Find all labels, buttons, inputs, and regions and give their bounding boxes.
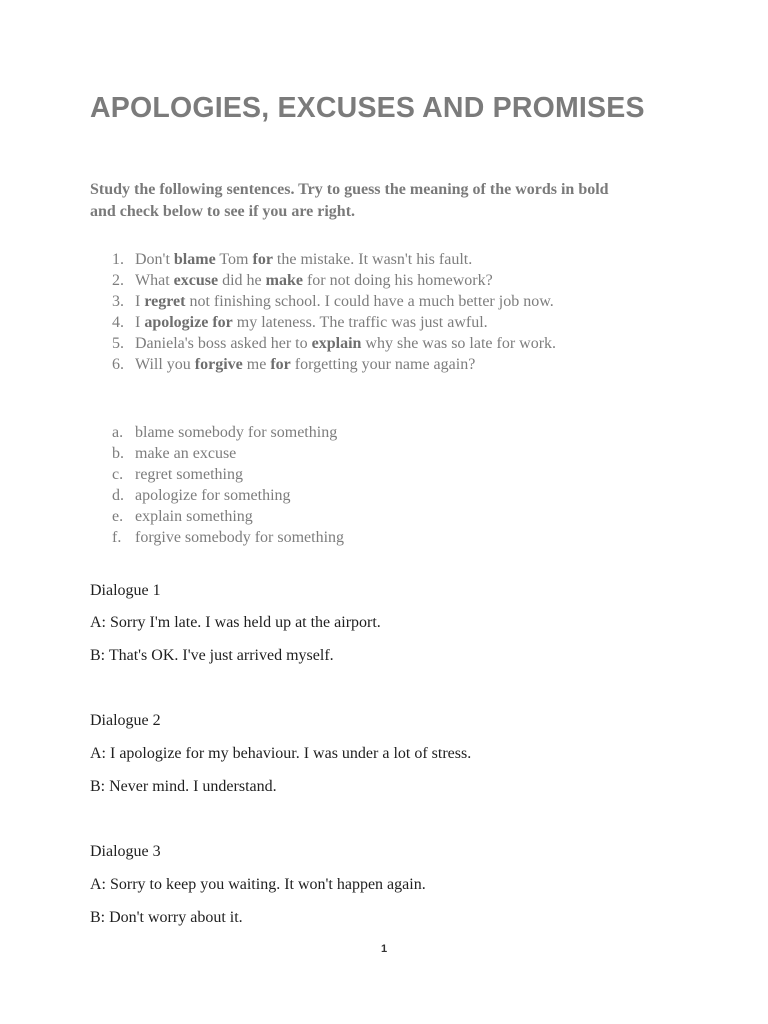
sentence-list (90, 249, 556, 375)
list-marker: b. (112, 445, 124, 462)
list-marker: 6. (112, 356, 124, 373)
phrase-item (90, 527, 344, 548)
instructions (90, 179, 690, 223)
sentence-fragment: me (242, 356, 271, 373)
sentence-fragment: Daniela's boss asked her to (135, 335, 312, 352)
list-marker: 3. (112, 293, 124, 310)
sentence-item (90, 291, 556, 312)
dialogue-line-a: A: Sorry I'm late. I was held up at the airport. (90, 614, 381, 631)
list-marker: e. (112, 508, 124, 525)
phrase-item (90, 443, 344, 464)
sentence-fragment: What (135, 272, 174, 289)
dialogue-line-a: A: I apologize for my behaviour. I was under a lot of stress. (90, 745, 472, 762)
phrase-item (90, 506, 344, 527)
dialogue-heading: Dialogue 1 (90, 582, 161, 599)
sentence-fragment: I (135, 293, 145, 310)
phrase-text: regret something (135, 466, 243, 483)
sentence-fragment: why she was so late for work. (361, 335, 557, 352)
list-marker: 4. (112, 314, 124, 331)
sentence-text (135, 251, 472, 268)
sentence-fragment: Don't (135, 251, 174, 268)
sentence-fragment: for not doing his homework? (302, 272, 493, 289)
sentence-fragment: the mistake. It wasn't his fault. (272, 251, 473, 268)
instructions-line-1: Study the following sentences. Try to guess the meaning of the words in bold (90, 181, 609, 198)
phrase-item (90, 422, 344, 443)
dialogue-heading: Dialogue 2 (90, 712, 161, 729)
sentence-item (90, 354, 556, 375)
list-marker: 5. (112, 335, 124, 352)
sentence-text (135, 335, 556, 352)
bold-keyword: excuse (173, 272, 219, 289)
phrase-text: blame somebody for something (135, 424, 338, 441)
bold-keyword: regret (144, 293, 186, 310)
sentence-fragment: Will you (135, 356, 195, 373)
page-title: APOLOGIES, EXCUSES AND PROMISES (90, 92, 645, 124)
sentence-fragment: Tom (215, 251, 253, 268)
sentence-item (90, 333, 556, 354)
phrase-item (90, 464, 344, 485)
list-marker: a. (112, 424, 124, 441)
sentence-item (90, 270, 556, 291)
dialogue-line-a: A: Sorry to keep you waiting. It won't happen again. (90, 876, 426, 893)
bold-keyword: for (270, 356, 291, 373)
phrase-text: apologize for something (135, 487, 291, 504)
dialogue-heading: Dialogue 3 (90, 843, 161, 860)
sentence-fragment: did he (218, 272, 266, 289)
phrase-text: forgive somebody for something (135, 529, 345, 546)
phrase-item (90, 485, 344, 506)
list-marker: f. (112, 529, 122, 546)
bold-keyword: make (265, 272, 303, 289)
sentence-fragment: my lateness. The traffic was just awful. (232, 314, 488, 331)
dialogue-line-b: B: Never mind. I understand. (90, 778, 277, 795)
sentence-item (90, 312, 556, 333)
sentence-text (135, 272, 493, 289)
phrase-list (90, 422, 344, 548)
page-number: 1 (380, 943, 388, 955)
bold-keyword: forgive (194, 356, 243, 373)
bold-keyword: for (252, 251, 273, 268)
dialogue-line-b: B: Don't worry about it. (90, 909, 243, 926)
list-marker: 2. (112, 272, 124, 289)
sentence-text (135, 314, 488, 331)
list-marker: c. (112, 466, 124, 483)
list-marker: d. (112, 487, 124, 504)
bold-keyword: blame (173, 251, 216, 268)
instructions-line-2: and check below to see if you are right. (90, 203, 356, 220)
bold-keyword: apologize for (144, 314, 233, 331)
bold-keyword: explain (311, 335, 362, 352)
list-marker: 1. (112, 251, 124, 268)
phrase-text: make an excuse (135, 445, 237, 462)
sentence-fragment: not finishing school. I could have a much better job now. (185, 293, 554, 310)
sentence-fragment: forgetting your name again? (290, 356, 476, 373)
sentence-item (90, 249, 556, 270)
phrase-text: explain something (135, 508, 253, 525)
dialogue-line-b: B: That's OK. I've just arrived myself. (90, 647, 334, 664)
sentence-fragment: I (135, 314, 145, 331)
sentence-text (135, 293, 554, 310)
sentence-text (135, 356, 475, 373)
